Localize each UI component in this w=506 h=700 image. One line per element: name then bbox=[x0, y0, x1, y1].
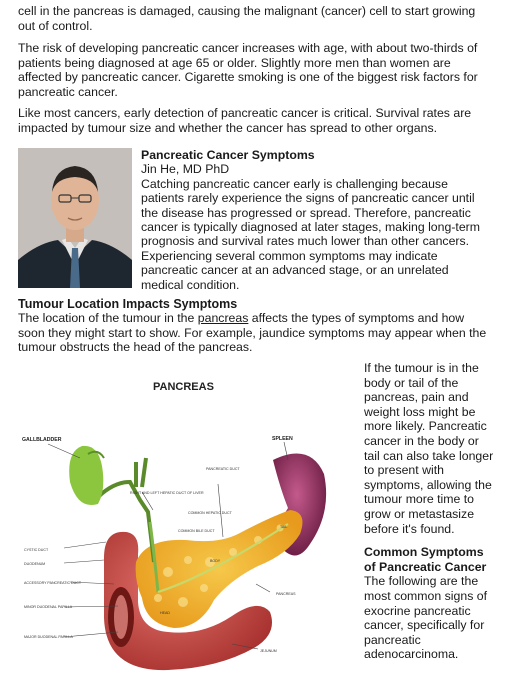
bio-text: Catching pancreatic cancer early is challenging because patients rarely experience the signs of pancreatic cancer until the disease has progressed or spread. Therefore, pancreatic cancer is typically diagnosed at later stages, making long-term prognosis and survival rates much lower than other cancers. Experiencing several common symptoms may indicate pancreatic cancer at an advanced stage, or an unrelated medical condition. bbox=[141, 176, 481, 292]
doctor-photo bbox=[18, 148, 132, 288]
side-text-2: The following are the most common signs of exocrine pancreatic cancer, specifically for pancreatic adenocarcinoma. bbox=[364, 574, 488, 662]
label-cystic-duct: CYSTIC DUCT bbox=[24, 548, 49, 552]
label-body: BODY bbox=[210, 559, 221, 563]
side-column bbox=[364, 361, 496, 662]
label-common-bile: COMMON BILE DUCT bbox=[178, 529, 215, 533]
section-paragraph bbox=[18, 311, 492, 355]
risk-paragraph: The risk of developing pancreatic cancer increases with age, with about two-thirds of patients being diagnosed at age 65 or older. Slightly more men than women are affected by pancreatic cancer. Cigarette smoking is one of the biggest risk factors for pancreatic cancer. bbox=[18, 41, 478, 99]
label-head: HEAD bbox=[160, 611, 170, 615]
side-text-1: If the tumour is in the body or tail of the pancreas, pain and weight loss might be more likely. Pancreatic cancer in the body or tail can also take longer to present with symptoms, allowing the tumour more time to grow or metastasize before it's found. bbox=[364, 361, 494, 536]
symptoms-heading: Common Symptoms of Pancreatic Cancer bbox=[364, 545, 487, 574]
label-hepatic-duct: RIGHT AND LEFT HEPATIC DUCT OF LIVER bbox=[130, 491, 204, 495]
label-gallbladder: GALLBLADDER bbox=[22, 437, 62, 443]
diagram-title: PANCREAS bbox=[153, 381, 214, 393]
pancreas-diagram bbox=[18, 362, 354, 692]
detection-paragraph: Like most cancers, early detection of pancreatic cancer is critical. Survival rates are impacted by tumour size and whether the cancer has spread to other organs. bbox=[18, 106, 472, 135]
label-duodenum: DUODENUM bbox=[24, 562, 46, 566]
section-text-before: The location of the tumour in the bbox=[18, 311, 198, 325]
bio-title: Pancreatic Cancer Symptoms bbox=[141, 148, 315, 162]
pancreas-link[interactable]: pancreas bbox=[197, 311, 249, 325]
gallbladder-shape bbox=[69, 446, 103, 505]
label-accessory-duct: ACCESSORY PANCREATIC DUCT bbox=[24, 581, 82, 585]
section-text-after: affects the types of symptoms and how soon they might start to show. For example, jaundice symptoms may appear when the tumour obstructs the head of the pancreas. bbox=[18, 311, 487, 355]
label-pancreatic-duct: PANCREATIC DUCT bbox=[206, 467, 240, 471]
label-tail: TAIL bbox=[280, 525, 288, 529]
label-major-papilla: MAJOR DUODENAL PAPILLA bbox=[24, 635, 73, 639]
label-common-hepatic: COMMON HEPATIC DUCT bbox=[188, 511, 232, 515]
label-pancreas: PANCREAS bbox=[276, 592, 296, 596]
bio-block bbox=[141, 148, 493, 292]
intro-paragraph: cell in the pancreas is damaged, causing the malignant (cancer) cell to start growing out of control. bbox=[18, 4, 476, 33]
label-minor-papilla: MINOR DUODENAL PAPILLA bbox=[24, 605, 73, 609]
bio-author: Jin He, MD PhD bbox=[141, 162, 230, 177]
section-title: Tumour Location Impacts Symptoms bbox=[18, 297, 238, 311]
label-spleen: SPLEEN bbox=[272, 436, 293, 442]
label-jejunum: JEJUNUM bbox=[260, 649, 277, 653]
